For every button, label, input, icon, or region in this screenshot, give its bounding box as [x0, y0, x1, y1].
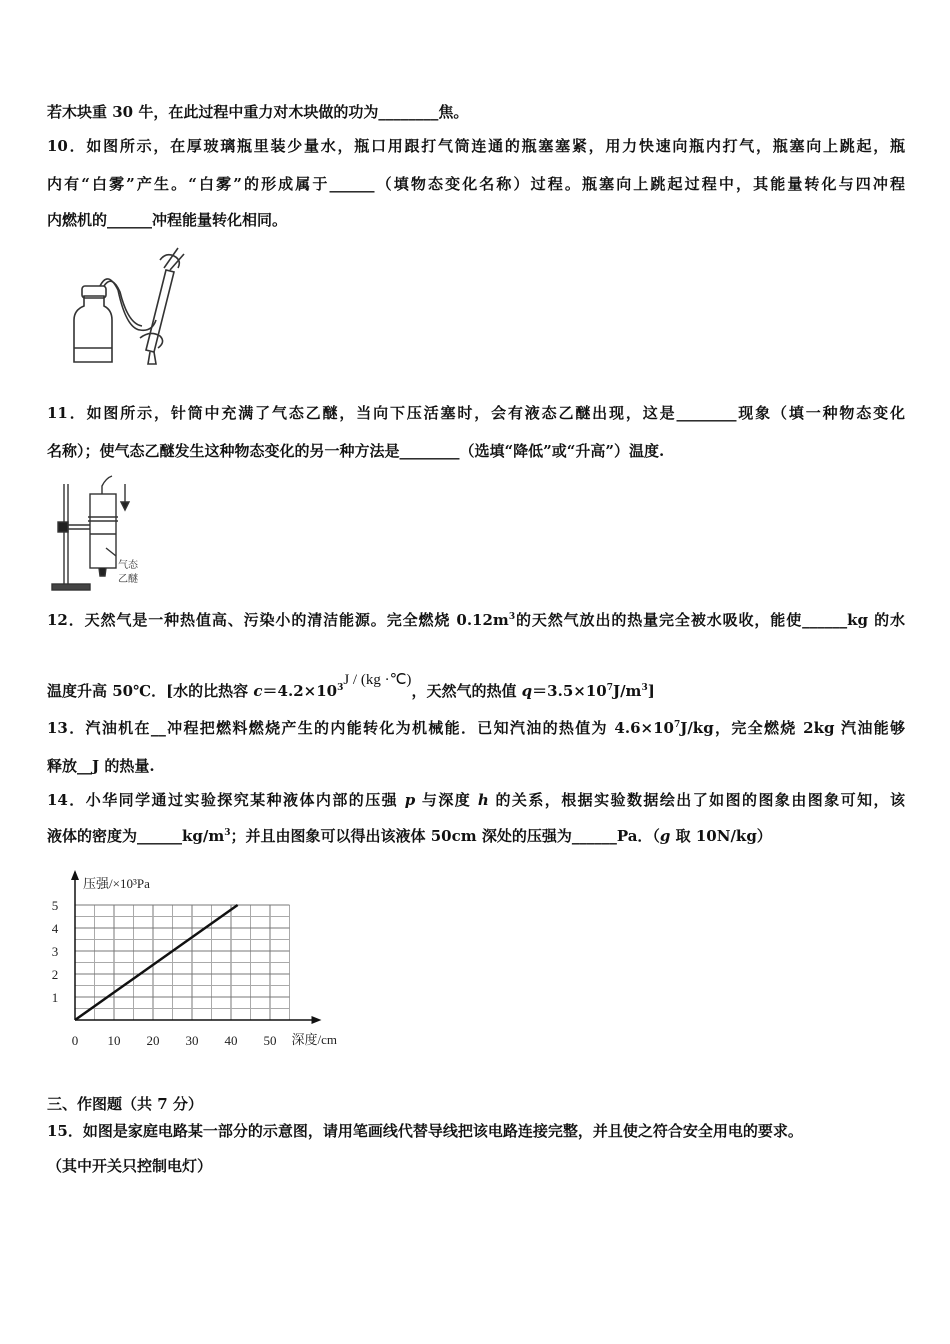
y-axis-arrow [71, 870, 79, 880]
y-tick-label: 4 [51, 921, 59, 936]
q14-line1: 14．小华同学通过实验探究某种液体内部的压强 p 与深度 h 的关系，根据实验数据绘出了如图的图象由图象可知，该 [47, 791, 905, 809]
y-tick-label: 3 [51, 944, 59, 959]
q11-line1: 11．如图所示，针筒中充满了气态乙醚，当向下压活塞时，会有液态乙醚出现，这是________现象（填一种物态变化 [47, 404, 905, 422]
q10-line2: 内有“白雾”产生。“白雾”的形成属于______（填物态变化名称）过程。瓶塞向上跳起过程中，其能量转化与四冲程 [47, 175, 905, 193]
x-tick-label: 50 [263, 1033, 277, 1048]
y-tick-label: 2 [51, 967, 59, 982]
fig-label-ether: 乙醚 [118, 574, 138, 585]
q10-line1: 10．如图所示，在厚玻璃瓶里装少量水，瓶口用跟打气筒连通的瓶塞塞紧，用力快速向瓶内打气，瓶塞向上跳起，瓶 [47, 137, 905, 155]
q10-line3: 内燃机的______冲程能量转化相同。 [47, 211, 288, 229]
x-tick-label: 0 [71, 1033, 79, 1048]
q15-line1: 15．如图是家庭电路某一部分的示意图，请用笔画线代替导线把该电路连接完整，并且使之符合安全用电的要求。 [47, 1122, 803, 1140]
x-axis-arrow [312, 1016, 322, 1024]
x-tick-label: 20 [146, 1033, 160, 1048]
q9-tail: 若木块重 30 牛，在此过程中重力对木块做的功为________焦。 [47, 103, 469, 121]
q14-line2: 液体的密度为$\_\_\_\_\_\_kg/m^3$；并且由图象可以得出该液体 50cm 深处的压强为______Pa．（g 取 10N/kg） [47, 827, 772, 845]
x-tick-label: 40 [224, 1033, 238, 1048]
section-heading: 三、作图题（共 7 分） [47, 1095, 203, 1113]
y-tick-label: 1 [51, 990, 59, 1005]
x-tick-label: 10 [107, 1033, 121, 1048]
fig-label-gaseous: 气态 [118, 560, 138, 571]
bottle-pump-figure [60, 240, 200, 370]
q13-line2: 释放__J 的热量. [47, 757, 155, 775]
q15-line2: （其中开关只控制电灯） [47, 1157, 213, 1175]
x-tick-label: 30 [185, 1033, 199, 1048]
q11-line2: 名称）；使气态乙醚发生这种物态变化的另一种方法是________（选填“降低”或“升高”）温度. [47, 442, 665, 460]
pressure-depth-chart [40, 862, 360, 1057]
y-axis-label: 压强/×10³Pa [83, 876, 150, 891]
q12-line1: 12．天然气是一种热值高、污染小的清洁能源。完全燃烧 $0.12m^3$的天然气放出的热量完全被水吸收，能使______kg 的水 [47, 611, 905, 629]
x-axis-label: 深度/cm [291, 1032, 337, 1047]
q12-line2: 温度升高 50℃．[水的比热容 $c=4.2\times 10^3J / (kg$ ·℃)，天然气的热值 $q=3.5\times 10^7J/m^3$] [47, 672, 655, 700]
syringe-stand-figure [44, 472, 154, 594]
q13-line1: 13．汽油机在__冲程把燃料燃烧产生的内能转化为机械能．已知汽油的热值为 $4.6\times 10^7J/kg$，完全燃烧 2kg 汽油能够 [47, 719, 905, 737]
y-tick-label: 5 [51, 898, 59, 913]
